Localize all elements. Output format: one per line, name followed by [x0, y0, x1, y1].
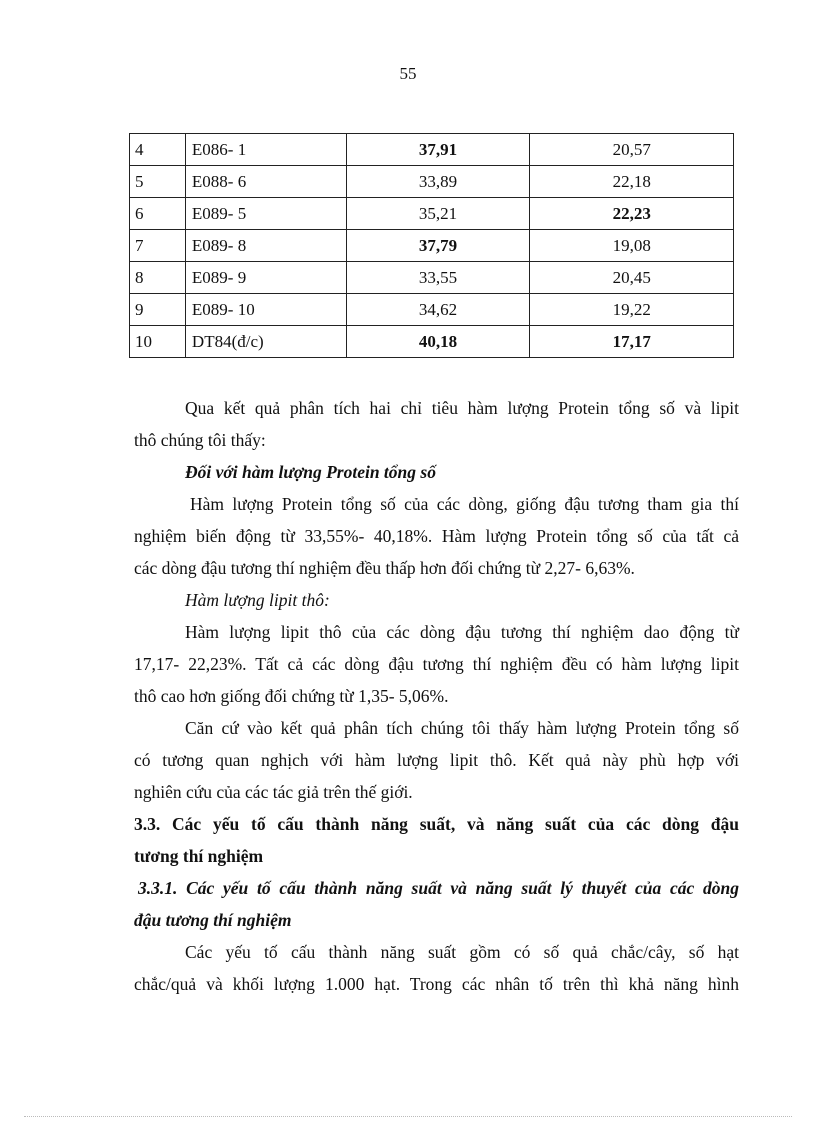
cell-protein: 37,91 — [346, 134, 530, 166]
table-row — [130, 262, 734, 294]
heading-protein: Đối với hàm lượng Protein tổng số — [185, 462, 436, 482]
cell-protein: 37,79 — [346, 230, 530, 262]
footer-divider — [24, 1116, 792, 1117]
paragraph-lipit-line-3: thô cao hơn giống đối chứng từ 1,35- 5,06%. — [134, 686, 449, 706]
table-row — [130, 134, 734, 166]
paragraph-conclusion-line-2: có tương quan nghịch với hàm lượng lipit thô. Kết quả này phù hợp với — [134, 750, 739, 770]
cell-stt: 9 — [130, 294, 186, 326]
body-text — [134, 392, 739, 1000]
paragraph-conclusion-line-1: Căn cứ vào kết quả phân tích chúng tôi thấy hàm lượng Protein tổng số — [185, 718, 739, 738]
cell-stt: 8 — [130, 262, 186, 294]
paragraph-yield-line-2: chắc/quả và khối lượng 1.000 hạt. Trong các nhân tố trên thì khả năng hình — [134, 974, 739, 994]
paragraph-conclusion-line-3: nghiên cứu của các tác giả trên thế giới. — [134, 782, 413, 802]
cell-lipit: 22,18 — [530, 166, 734, 198]
cell-protein: 40,18 — [346, 326, 530, 358]
subsection-heading-3-3-1-line-2: đậu tương thí nghiệm — [134, 910, 292, 930]
heading-lipit: Hàm lượng lipit thô: — [185, 590, 330, 610]
table-row — [130, 230, 734, 262]
cell-line-name: E088- 6 — [185, 166, 346, 198]
cell-protein: 33,89 — [346, 166, 530, 198]
cell-line-name: DT84(đ/c) — [185, 326, 346, 358]
cell-stt: 7 — [130, 230, 186, 262]
table-row — [130, 326, 734, 358]
results-table-body — [130, 134, 734, 358]
section-heading-3-3-line-2: tương thí nghiệm — [134, 846, 264, 866]
paragraph-lipit-line-2: 17,17- 22,23%. Tất cả các dòng đậu tương thí nghiệm đều có hàm lượng lipit — [134, 654, 739, 674]
cell-stt: 10 — [130, 326, 186, 358]
cell-line-name: E089- 9 — [185, 262, 346, 294]
paragraph-lipit-line-1: Hàm lượng lipit thô của các dòng đậu tương thí nghiệm dao động từ — [185, 622, 739, 642]
cell-protein: 35,21 — [346, 198, 530, 230]
page-number: 55 — [399, 64, 417, 83]
cell-stt: 6 — [130, 198, 186, 230]
results-table — [129, 133, 734, 358]
paragraph-protein-line-2: nghiệm biến động từ 33,55%- 40,18%. Hàm lượng Protein tổng số của tất cả — [134, 526, 739, 546]
paragraph-protein-line-1: Hàm lượng Protein tổng số của các dòng, giống đậu tương tham gia thí — [190, 494, 739, 514]
cell-lipit: 19,22 — [530, 294, 734, 326]
cell-lipit: 20,45 — [530, 262, 734, 294]
cell-line-name: E086- 1 — [185, 134, 346, 166]
cell-lipit: 17,17 — [530, 326, 734, 358]
table-row — [130, 294, 734, 326]
cell-protein: 33,55 — [346, 262, 530, 294]
cell-lipit: 19,08 — [530, 230, 734, 262]
cell-lipit: 22,23 — [530, 198, 734, 230]
paragraph-protein-line-3: các dòng đậu tương thí nghiệm đều thấp hơn đối chứng từ 2,27- 6,63%. — [134, 558, 635, 578]
paragraph-intro-line-2: thô chúng tôi thấy: — [134, 430, 266, 450]
cell-line-name: E089- 8 — [185, 230, 346, 262]
cell-lipit: 20,57 — [530, 134, 734, 166]
table-row — [130, 166, 734, 198]
table-row — [130, 198, 734, 230]
cell-stt: 4 — [130, 134, 186, 166]
cell-line-name: E089- 10 — [185, 294, 346, 326]
paragraph-intro-line-1: Qua kết quả phân tích hai chỉ tiêu hàm lượng Protein tổng số và lipit — [185, 398, 739, 418]
cell-stt: 5 — [130, 166, 186, 198]
cell-line-name: E089- 5 — [185, 198, 346, 230]
cell-protein: 34,62 — [346, 294, 530, 326]
section-heading-3-3-line-1: 3.3. Các yếu tố cấu thành năng suất, và năng suất của các dòng đậu — [134, 814, 739, 834]
paragraph-yield-line-1: Các yếu tố cấu thành năng suất gồm có số quả chắc/cây, số hạt — [185, 942, 739, 962]
subsection-heading-3-3-1-line-1: 3.3.1. Các yếu tố cấu thành năng suất và năng suất lý thuyết của các dòng — [138, 878, 739, 898]
